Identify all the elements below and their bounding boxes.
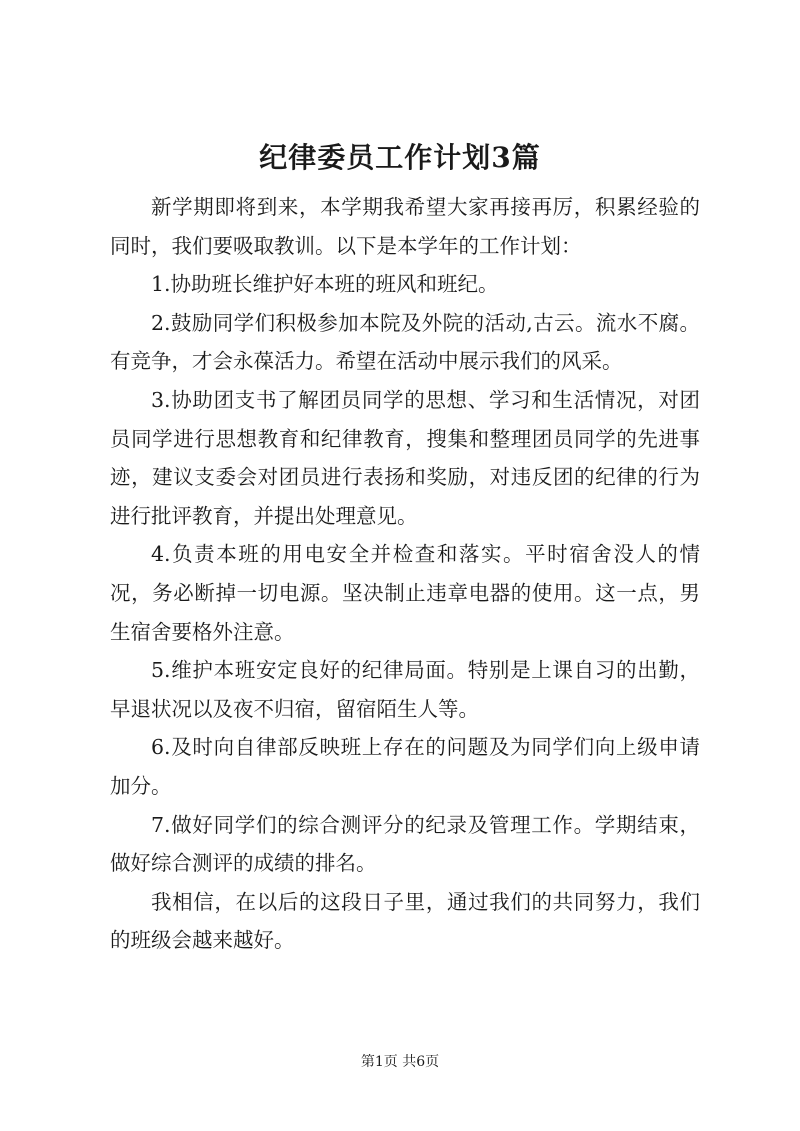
paragraph-item-4: 4.负责本班的用电安全并检查和落实。平时宿舍没人的情况，务必断掉一切电源。坚决制止违章电器的使用。这一点，男生宿舍要格外注意。 [110,542,700,644]
page-title: 纪律委员工作计划3篇 [259,141,541,174]
paragraph-item-6: 6.及时向自律部反映班上存在的问题及为同学们向上级申请加分。 [110,735,700,798]
paragraph-intro: 新学期即将到来，本学期我希望大家再接再厉，积累经验的同时，我们要吸取教训。以下是本学年的工作计划： [110,195,700,258]
paragraph-conclusion: 我相信，在以后的这段日子里，通过我们的共同努力，我们的班级会越来越好。 [110,889,700,953]
page-number-footer: 第1页 共6页 [360,1054,440,1070]
paragraph-item-2: 2.鼓励同学们积极参加本院及外院的活动,古云。流水不腐。有竞争，才会永葆活力。希望在活动中展示我们的风采。 [110,310,700,374]
paragraph-item-1: 1.协助班长维护好本班的班风和班纪。 [151,272,499,297]
paragraph-item-3: 3.协助团支书了解团员同学的思想、学习和生活情况，对团员同学进行思想教育和纪律教育，搜集和整理团员同学的先进事迹，建议支委会对团员进行表扬和奖励，对违反团的纪律的行为进行批评教育，并提出处理意见。 [110,387,700,528]
document-body [110,188,700,960]
paragraph-item-7: 7.做好同学们的综合测评分的纪录及管理工作。学期结束，做好综合测评的成绩的排名。 [110,812,700,876]
paragraph-item-5: 5.维护本班安定良好的纪律局面。特别是上课自习的出勤，早退状况以及夜不归宿，留宿陌生人等。 [110,658,700,721]
